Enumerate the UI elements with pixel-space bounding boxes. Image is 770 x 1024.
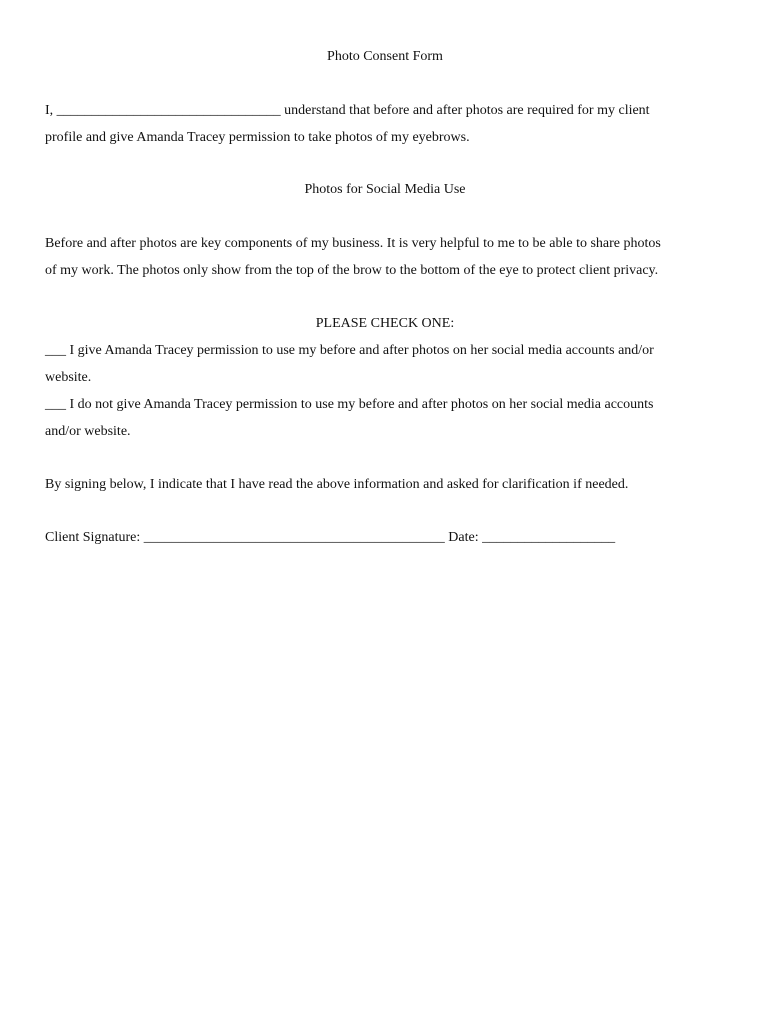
consent-option-give-line-1[interactable]: ___ I give Amanda Tracey permission to use my before and after photos on her social media accounts and/or xyxy=(45,343,654,358)
signature-date-line[interactable]: Client Signature: ___________________________________________ Date: ___________________ xyxy=(45,530,616,545)
consent-option-give-line-2: website. xyxy=(45,370,92,385)
intro-line-1: I, ________________________________ understand that before and after photos are required for my client xyxy=(45,103,650,118)
social-paragraph-line-2: of my work. The photos only show from the top of the brow to the bottom of the eye to protect client privacy. xyxy=(45,263,659,278)
consent-option-decline-line-1[interactable]: ___ I do not give Amanda Tracey permission to use my before and after photos on her social media accounts xyxy=(45,397,654,412)
intro-line-2: profile and give Amanda Tracey permission to take photos of my eyebrows. xyxy=(45,130,470,145)
social-paragraph-line-1: Before and after photos are key components of my business. It is very helpful to me to be able to share photos xyxy=(45,236,661,251)
check-one-heading: PLEASE CHECK ONE: xyxy=(315,316,455,331)
form-title: Photo Consent Form xyxy=(327,49,443,64)
consent-option-decline-line-2: and/or website. xyxy=(45,424,131,439)
social-media-heading: Photos for Social Media Use xyxy=(304,182,466,197)
acknowledgement-text: By signing below, I indicate that I have read the above information and asked for clarification if needed. xyxy=(45,477,629,492)
